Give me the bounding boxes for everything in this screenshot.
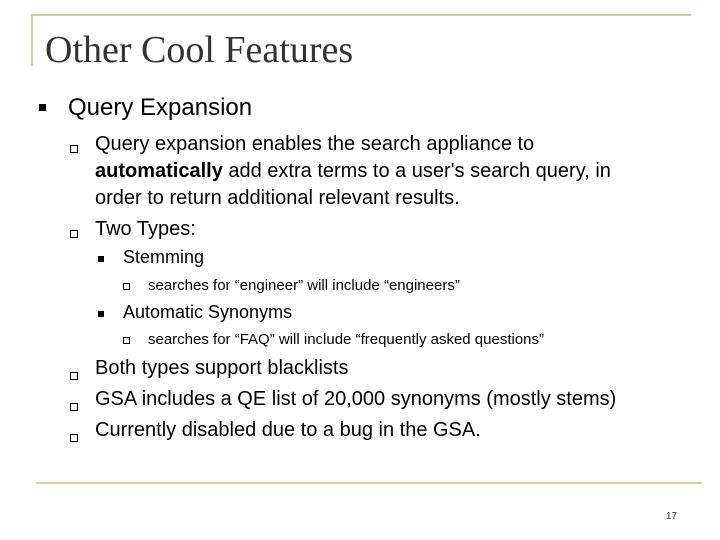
type-stemming: Stemming bbox=[123, 247, 205, 267]
page-number: 17 bbox=[666, 511, 678, 522]
description-line-1: Query expansion enables the search appliance to bbox=[95, 133, 535, 155]
synonym-list-text: GSA includes a QE list of 20,000 synonyms (mostly stems) bbox=[95, 388, 617, 410]
hollow-bullet-icon bbox=[70, 230, 78, 238]
emphasis-automatically: automatically bbox=[95, 160, 223, 182]
title-vertical-rule bbox=[31, 14, 33, 66]
hollow-bullet-icon bbox=[70, 434, 78, 442]
description-line-3: order to return additional relevant results. bbox=[95, 187, 460, 209]
bullet-square-icon bbox=[39, 104, 46, 111]
description-line-2 bbox=[95, 158, 611, 185]
type-automatic-synonyms: Automatic Synonyms bbox=[123, 302, 293, 322]
hollow-bullet-icon bbox=[123, 337, 130, 344]
hollow-bullet-icon bbox=[123, 283, 130, 290]
hollow-bullet-icon bbox=[70, 403, 78, 411]
slide-title: Other Cool Features bbox=[45, 29, 354, 71]
description-line-2-rest: add extra terms to a user's search query, in bbox=[222, 160, 611, 182]
bullet-square-icon bbox=[98, 256, 104, 262]
hollow-bullet-icon bbox=[70, 145, 78, 153]
stemming-example: searches for “engineer” will include “engineers” bbox=[148, 277, 460, 294]
description-text bbox=[95, 131, 611, 212]
synonyms-example: searches for “FAQ” will include “frequently asked questions” bbox=[148, 331, 545, 348]
title-top-rule bbox=[31, 14, 691, 16]
blacklists-text: Both types support blacklists bbox=[95, 357, 349, 379]
two-types-label: Two Types: bbox=[95, 218, 196, 240]
bullet-query-expansion: Query Expansion bbox=[68, 94, 253, 121]
hollow-bullet-icon bbox=[70, 372, 78, 380]
footer-rule bbox=[36, 482, 702, 484]
bullet-square-icon bbox=[98, 311, 104, 317]
disabled-text: Currently disabled due to a bug in the GSA. bbox=[95, 419, 481, 441]
